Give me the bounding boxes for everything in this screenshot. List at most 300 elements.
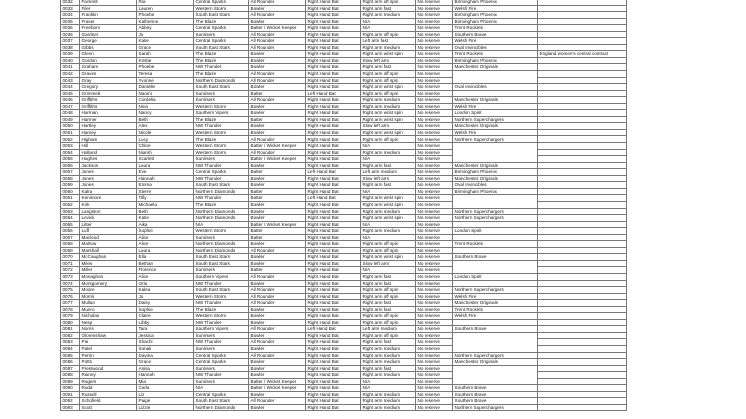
team-cell: Sunrisers	[194, 378, 249, 385]
bowling-cell: Slow left arm	[361, 175, 416, 182]
bowling-cell: Right arm off spin	[361, 241, 416, 248]
reserve-cell: No reserve	[416, 25, 453, 32]
surname-cell: Morris	[80, 293, 137, 300]
team-cell: Northern Diamonds	[194, 247, 249, 254]
previous-team-cell: Trent Rockets	[453, 51, 538, 58]
surname-cell: Scott	[80, 404, 137, 411]
id-cell: 0060	[61, 188, 80, 195]
team-cell: Western Storm	[194, 129, 249, 136]
id-cell: 0053	[61, 143, 80, 150]
reserve-cell: No reserve	[416, 44, 453, 51]
batting-cell: Right Hand Bat	[306, 123, 361, 130]
reserve-cell: No reserve	[416, 293, 453, 300]
role-cell: Bowler	[249, 306, 306, 313]
previous-team-cell: Northern Superchargers	[453, 208, 538, 215]
reserve-cell: No reserve	[416, 149, 453, 156]
surname-cell: Munro	[80, 306, 137, 313]
reserve-cell: No reserve	[416, 352, 453, 359]
batting-cell: Right Hand Bat	[306, 44, 361, 51]
team-cell: South East Stars	[194, 260, 249, 267]
reserve-cell: No reserve	[416, 385, 453, 392]
first-name-cell: Nicole	[137, 129, 194, 136]
team-cell: Northern Diamonds	[194, 215, 249, 222]
first-name-cell: Carla	[137, 385, 194, 392]
surname-cell: Grimmett	[80, 90, 137, 97]
team-cell: The Blaze	[194, 18, 249, 25]
role-cell: Bowler	[249, 372, 306, 379]
first-name-cell: Cordelia	[137, 97, 194, 104]
surname-cell: Nicholas	[80, 313, 137, 320]
team-cell: NW Thunder	[194, 175, 249, 182]
batting-cell: Right Hand Bat	[306, 0, 361, 5]
bowling-cell: Right arm fast	[361, 306, 416, 313]
team-cell: Central Sparks	[194, 359, 249, 366]
id-cell: 0083	[61, 339, 80, 346]
bowling-cell: Right arm off spin	[361, 31, 416, 38]
id-cell: 0092	[61, 398, 80, 405]
team-cell: Northern Diamonds	[194, 241, 249, 248]
reserve-cell: No reserve	[416, 31, 453, 38]
role-cell: Bowler	[249, 254, 306, 261]
role-cell: Batter / Wicket Keeper	[249, 25, 306, 32]
previous-team-cell: Southern Brave	[453, 31, 538, 38]
reserve-cell: No reserve	[416, 287, 453, 294]
surname-cell: Harman	[80, 110, 137, 117]
previous-team-cell: Manchester Originals	[453, 175, 538, 182]
bowling-cell: N/A	[361, 378, 416, 385]
team-cell: Southern Vipers	[194, 326, 249, 333]
id-cell: 0049	[61, 116, 80, 123]
bowling-cell: Right arm wrist spin	[361, 84, 416, 91]
id-cell: 0080	[61, 319, 80, 326]
role-cell: All Rounder	[249, 71, 306, 78]
role-cell: Bowler	[249, 162, 306, 169]
batting-cell: Right Hand Bat	[306, 143, 361, 150]
first-name-cell: Hannah	[137, 175, 194, 182]
batting-cell: Right Hand Bat	[306, 241, 361, 248]
bowling-cell: Right arm fast	[361, 5, 416, 12]
role-cell: Bowler	[249, 129, 306, 136]
role-cell: All Rounder	[249, 339, 306, 346]
team-cell: Western Storm	[194, 103, 249, 110]
reserve-cell: No reserve	[416, 306, 453, 313]
role-cell: Bowler	[249, 215, 306, 222]
previous-team-cell: Welsh Fire	[453, 38, 538, 45]
team-cell: Sunrisers	[194, 345, 249, 352]
reserve-cell: No reserve	[416, 215, 453, 222]
bowling-cell: Right arm medium	[361, 149, 416, 156]
bowling-cell: Slow left arm	[361, 123, 416, 130]
reserve-cell: No reserve	[416, 103, 453, 110]
batting-cell: Right Hand Bat	[306, 12, 361, 19]
team-cell: Central Sparks	[194, 391, 249, 398]
batting-cell: Right Hand Bat	[306, 97, 361, 104]
surname-cell: Hartley	[80, 123, 137, 130]
batting-cell: Right Hand Bat	[306, 175, 361, 182]
team-cell: Central Sparks	[194, 25, 249, 32]
id-cell: 0066	[61, 228, 80, 235]
surname-cell: McCaughan	[80, 254, 137, 261]
id-cell: 0061	[61, 195, 80, 202]
id-cell: 0089	[61, 378, 80, 385]
reserve-cell: No reserve	[416, 247, 453, 254]
reserve-cell: No reserve	[416, 221, 453, 228]
id-cell: 0075	[61, 287, 80, 294]
surname-cell: Montgomery	[80, 280, 137, 287]
reserve-cell: No reserve	[416, 136, 453, 143]
team-cell: The Blaze	[194, 57, 249, 64]
id-cell: 0082	[61, 332, 80, 339]
surname-cell: Rudd	[80, 385, 137, 392]
reserve-cell: No reserve	[416, 90, 453, 97]
previous-team-cell: Northern Superchargers	[453, 136, 538, 143]
previous-team-cell: Welsh Fire	[453, 293, 538, 300]
first-name-cell: Lizzie	[137, 404, 194, 411]
notes-cell	[538, 404, 627, 411]
first-name-cell: Liz	[137, 391, 194, 398]
surname-cell: Griffiths	[80, 103, 137, 110]
batting-cell: Right Hand Bat	[306, 201, 361, 208]
bowling-cell: Right arm medium	[361, 44, 416, 51]
reserve-cell: No reserve	[416, 97, 453, 104]
id-cell: 0087	[61, 365, 80, 372]
id-cell: 0041	[61, 64, 80, 71]
batting-cell: Right Hand Bat	[306, 319, 361, 326]
reserve-cell: No reserve	[416, 273, 453, 280]
batting-cell: Right Hand Bat	[306, 345, 361, 352]
reserve-cell: No reserve	[416, 300, 453, 307]
previous-team-cell: Birmingham Phoenix	[453, 0, 538, 5]
previous-team-cell: Northern Superchargers	[453, 352, 538, 359]
first-name-cell: Paige	[137, 398, 194, 405]
batting-cell: Right Hand Bat	[306, 221, 361, 228]
reserve-cell: No reserve	[416, 326, 453, 333]
reserve-cell: No reserve	[416, 254, 453, 261]
team-cell: Central Sparks	[194, 169, 249, 176]
batting-cell: Right Hand Bat	[306, 215, 361, 222]
surname-cell: Hughes	[80, 156, 137, 163]
role-cell: Bowler	[249, 260, 306, 267]
reserve-cell: No reserve	[416, 195, 453, 202]
id-cell: 0055	[61, 156, 80, 163]
reserve-cell: No reserve	[416, 143, 453, 150]
role-cell: All Rounder	[249, 293, 306, 300]
id-cell: 0062	[61, 201, 80, 208]
reserve-cell: No reserve	[416, 182, 453, 189]
surname-cell: Perrin	[80, 352, 137, 359]
surname-cell: Harvey	[80, 129, 137, 136]
surname-cell: Nesp	[80, 319, 137, 326]
reserve-cell: No reserve	[416, 64, 453, 71]
bowling-cell: Right arm medium	[361, 398, 416, 405]
bowling-cell: N/A	[361, 188, 416, 195]
id-cell: 0077	[61, 300, 80, 307]
role-cell: Batter	[249, 228, 306, 235]
previous-team-cell: Southern Brave	[453, 385, 538, 392]
first-name-cell: Tara	[137, 326, 194, 333]
batting-cell: Right Hand Bat	[306, 372, 361, 379]
surname-cell: Freeborn	[80, 25, 137, 32]
first-name-cell: Katie	[137, 38, 194, 45]
batting-cell: Right Hand Bat	[306, 38, 361, 45]
id-cell: 0069	[61, 247, 80, 254]
first-name-cell: Florence	[137, 267, 194, 274]
notes-cell: England women's central contract	[538, 51, 627, 58]
reserve-cell: No reserve	[416, 280, 453, 287]
role-cell: Bowler	[249, 280, 306, 287]
bowling-cell: Right arm fast	[361, 64, 416, 71]
team-cell: Western Storm	[194, 228, 249, 235]
first-name-cell: Jo	[137, 293, 194, 300]
batting-cell: Left Hand Bat	[306, 169, 361, 176]
reserve-cell: No reserve	[416, 391, 453, 398]
first-name-cell: Ria	[137, 0, 194, 5]
id-cell: 0043	[61, 77, 80, 84]
batting-cell: Right Hand Bat	[306, 352, 361, 359]
first-name-cell: Sonali	[137, 345, 194, 352]
team-cell: NW Thunder	[194, 372, 249, 379]
role-cell: Bowler	[249, 103, 306, 110]
first-name-cell: Daisy	[137, 300, 194, 307]
role-cell: Bowler	[249, 123, 306, 130]
batting-cell: Right Hand Bat	[306, 398, 361, 405]
bowling-cell: Right arm wrist spin	[361, 129, 416, 136]
team-cell: NW Thunder	[194, 280, 249, 287]
bowling-cell: Slow left arm	[361, 260, 416, 267]
bowling-cell: N/A	[361, 25, 416, 32]
first-name-cell: Chloe	[137, 143, 194, 150]
batting-cell: Right Hand Bat	[306, 57, 361, 64]
batting-cell: Right Hand Bat	[306, 103, 361, 110]
previous-team-cell: Northern Superchargers	[453, 404, 538, 411]
bowling-cell: Left arm medium	[361, 169, 416, 176]
first-name-cell: Beth	[137, 116, 194, 123]
role-cell: Batter / Wicket Keeper	[249, 385, 306, 392]
first-name-cell: Beth	[137, 208, 194, 215]
role-cell: Bowler	[249, 313, 306, 320]
previous-team-cell: Oval Invincibles	[453, 84, 538, 91]
reserve-cell: No reserve	[416, 228, 453, 235]
bowling-cell: Right arm fast	[361, 162, 416, 169]
team-cell: Western Storm	[194, 313, 249, 320]
bowling-cell: Right arm off spin	[361, 287, 416, 294]
batting-cell: Right Hand Bat	[306, 385, 361, 392]
bowling-cell: Right arm fast	[361, 182, 416, 189]
role-cell: All Rounder	[249, 31, 306, 38]
role-cell: Bowler	[249, 5, 306, 12]
bowling-cell: Right arm fast	[361, 300, 416, 307]
role-cell: All Rounder	[249, 149, 306, 156]
reserve-cell: No reserve	[416, 12, 453, 19]
batting-cell: Right Hand Bat	[306, 31, 361, 38]
previous-team-cell: Northern Superchargers	[453, 287, 538, 294]
surname-cell: Mullan	[80, 300, 137, 307]
previous-team-cell: Manchester Originals	[453, 300, 538, 307]
previous-team-cell: London Spirit	[453, 110, 538, 117]
table-row	[61, 404, 627, 411]
first-name-cell: Scarlett	[137, 156, 194, 163]
team-cell: Central Sparks	[194, 352, 249, 359]
id-cell: 0067	[61, 234, 80, 241]
first-name-cell: Bethan	[137, 260, 194, 267]
reserve-cell: No reserve	[416, 123, 453, 130]
previous-team-cell: Birmingham Phoenix	[453, 12, 538, 19]
surname-cell: Gregory	[80, 84, 137, 91]
reserve-cell: No reserve	[416, 365, 453, 372]
id-cell: 0051	[61, 129, 80, 136]
reserve-cell: No reserve	[416, 0, 453, 5]
role-cell: Bowler	[249, 175, 306, 182]
role-cell: All Rounder	[249, 273, 306, 280]
surname-cell: Harmer	[80, 116, 137, 123]
role-cell: Batter / Wicket Keeper	[249, 143, 306, 150]
first-name-cell: Ella	[137, 254, 194, 261]
first-name-cell: Abbey	[137, 25, 194, 32]
previous-team-cell: Southern Brave	[453, 254, 538, 261]
surname-cell: Moore	[80, 287, 137, 294]
reserve-cell: No reserve	[416, 169, 453, 176]
id-cell: 0068	[61, 241, 80, 248]
surname-cell: Gardner	[80, 31, 137, 38]
role-cell: Batter	[249, 195, 306, 202]
bowling-cell: Right arm medium	[361, 208, 416, 215]
team-cell: Northern Diamonds	[194, 188, 249, 195]
id-cell: 0088	[61, 372, 80, 379]
id-cell: 0038	[61, 44, 80, 51]
id-cell: 0033	[61, 5, 80, 12]
role-cell: All Rounder	[249, 97, 306, 104]
role-cell: Batter	[249, 116, 306, 123]
bowling-cell: Right arm medium	[361, 372, 416, 379]
id-cell: 0044	[61, 84, 80, 91]
reserve-cell: No reserve	[416, 156, 453, 163]
previous-team-cell: Manchester Originals	[453, 97, 538, 104]
team-cell: Northern Diamonds	[194, 77, 249, 84]
team-cell: Southern Vipers	[194, 273, 249, 280]
first-name-cell: Aika	[137, 221, 194, 228]
team-cell: The Blaze	[194, 51, 249, 58]
bowling-cell: Right arm wrist spin	[361, 110, 416, 117]
reserve-cell: No reserve	[416, 162, 453, 169]
batting-cell: Right Hand Bat	[306, 25, 361, 32]
id-cell: 0058	[61, 175, 80, 182]
surname-cell: Potts	[80, 359, 137, 366]
role-cell: All Rounder	[249, 287, 306, 294]
reserve-cell: No reserve	[416, 57, 453, 64]
surname-cell: Kirk	[80, 201, 137, 208]
team-cell: Western Storm	[194, 143, 249, 150]
bowling-cell: Right arm medium	[361, 228, 416, 235]
team-cell: The Blaze	[194, 306, 249, 313]
role-cell: All Rounder	[249, 247, 306, 254]
batting-cell: Right Hand Bat	[306, 365, 361, 372]
first-name-cell: Mia	[137, 378, 194, 385]
id-cell: 0032	[61, 0, 80, 5]
team-cell: South East Stars	[194, 12, 249, 19]
surname-cell: Graham	[80, 64, 137, 71]
role-cell: Bowler	[249, 182, 306, 189]
batting-cell: Right Hand Bat	[306, 136, 361, 143]
role-cell: Bowler	[249, 110, 306, 117]
batting-cell: Right Hand Bat	[306, 5, 361, 12]
reserve-cell: No reserve	[416, 260, 453, 267]
surname-cell: Schofield	[80, 398, 137, 405]
previous-team-cell: Manchester Originals	[453, 123, 538, 130]
reserve-cell: No reserve	[416, 372, 453, 379]
bowling-cell: Right arm fast	[361, 339, 416, 346]
reserve-cell: No reserve	[416, 51, 453, 58]
batting-cell: Right Hand Bat	[306, 313, 361, 320]
batting-cell: Right Hand Bat	[306, 228, 361, 235]
bowling-cell: Right arm wrist spin	[361, 201, 416, 208]
surname-cell: Gray	[80, 77, 137, 84]
reserve-cell: No reserve	[416, 339, 453, 346]
surname-cell: Holland	[80, 149, 137, 156]
player-table	[60, 0, 627, 411]
role-cell: Batter	[249, 90, 306, 97]
first-name-cell: Alice	[137, 273, 194, 280]
reserve-cell: No reserve	[416, 201, 453, 208]
first-name-cell: Katie	[137, 215, 194, 222]
role-cell: All Rounder	[249, 398, 306, 405]
id-cell: 0072	[61, 267, 80, 274]
team-cell: Sunrisers	[194, 90, 249, 97]
first-name-cell: Sterre	[137, 188, 194, 195]
first-name-cell: Sophie	[137, 228, 194, 235]
batting-cell: Right Hand Bat	[306, 51, 361, 58]
team-cell: South East Stars	[194, 84, 249, 91]
surname-cell: Miles	[80, 260, 137, 267]
id-cell: 0063	[61, 208, 80, 215]
first-name-cell: Lauren	[137, 5, 194, 12]
surname-cell: Kenimore	[80, 195, 137, 202]
team-cell: Sunrisers	[194, 31, 249, 38]
team-cell: Western Storm	[194, 149, 249, 156]
bowling-cell: Left arm medium	[361, 326, 416, 333]
first-name-cell: Lucy	[137, 136, 194, 143]
team-cell: Sunrisers	[194, 156, 249, 163]
previous-team-cell: Southern Brave	[453, 398, 538, 405]
first-name-cell: Alex	[137, 123, 194, 130]
first-name-cell: Grace	[137, 359, 194, 366]
surname-cell: Rogers	[80, 378, 137, 385]
bowling-cell: Right arm wrist spin	[361, 195, 416, 202]
team-cell: South East Stars	[194, 254, 249, 261]
batting-cell: Right Hand Bat	[306, 77, 361, 84]
team-cell: NW Thunder	[194, 162, 249, 169]
bowling-cell: Right arm fast	[361, 273, 416, 280]
first-name-cell: Grace	[137, 44, 194, 51]
role-cell: All Rounder	[249, 352, 306, 359]
role-cell: All Rounder	[249, 44, 306, 51]
batting-cell: Right Hand Bat	[306, 306, 361, 313]
reserve-cell: No reserve	[416, 398, 453, 405]
surname-cell: Litter	[80, 221, 137, 228]
reserve-cell: No reserve	[416, 359, 453, 366]
reserve-cell: No reserve	[416, 77, 453, 84]
previous-team-cell: Manchester Originals	[453, 162, 538, 169]
role-cell: All Rounder	[249, 136, 306, 143]
first-name-cell: Jo	[137, 31, 194, 38]
batting-cell: Right Hand Bat	[306, 359, 361, 366]
reserve-cell: No reserve	[416, 84, 453, 91]
previous-team-cell: Birmingham Phoenix	[453, 188, 538, 195]
id-cell: 0054	[61, 149, 80, 156]
role-cell: Batter / Wicket Keeper	[249, 221, 306, 228]
batting-cell: Right Hand Bat	[306, 300, 361, 307]
bowling-cell: Right arm wrist spin	[361, 254, 416, 261]
id-cell: 0048	[61, 110, 80, 117]
